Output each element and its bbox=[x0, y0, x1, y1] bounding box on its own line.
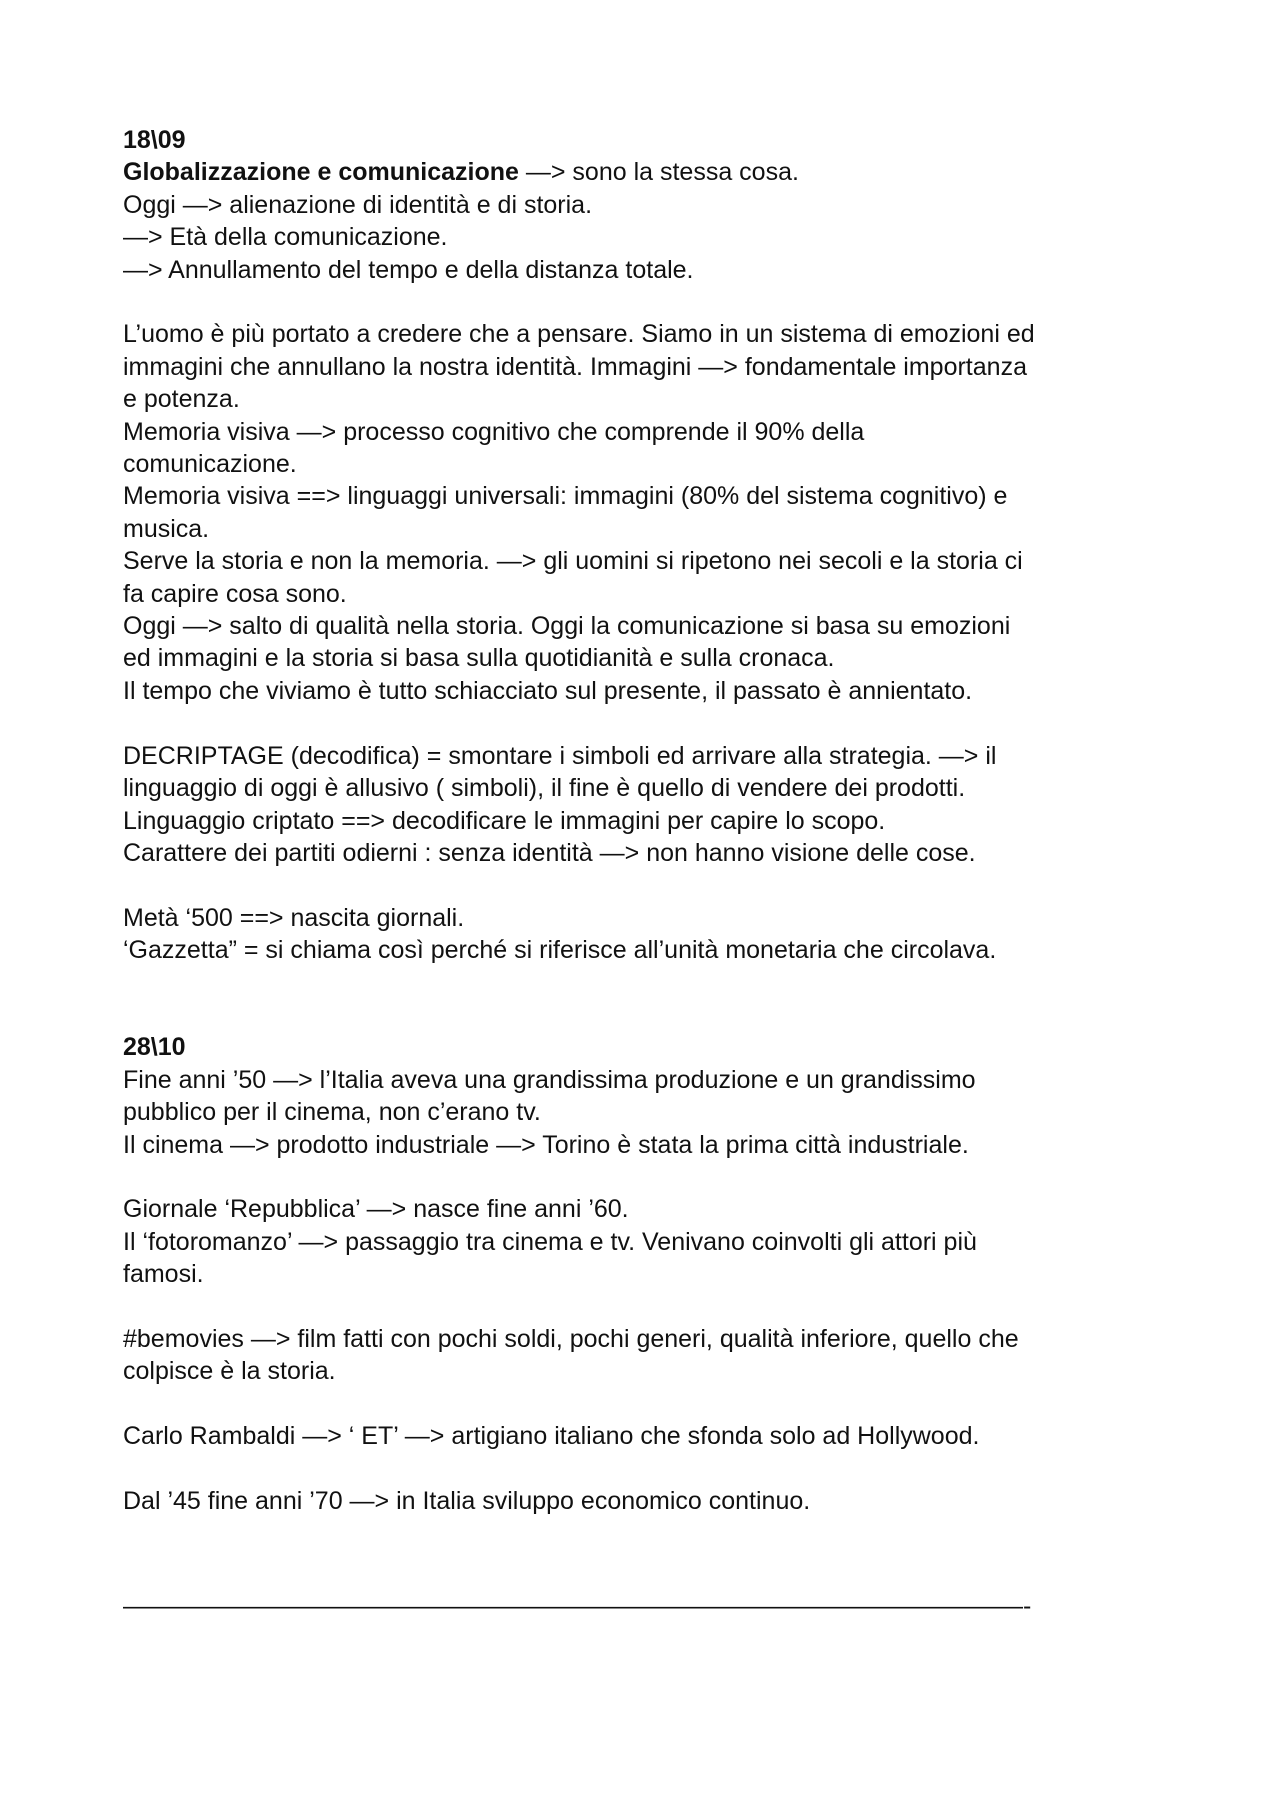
note-line: ed immagini e la storia si basa sulla quotidianità e sulla cronaca. bbox=[123, 644, 835, 673]
note-line: —> Annullamento del tempo e della distanza totale. bbox=[123, 255, 694, 284]
intro-rest: —> sono la stessa cosa. bbox=[518, 158, 799, 187]
note-line: Memoria visiva —> processo cognitivo che comprende il 90% della bbox=[123, 417, 865, 446]
note-line: Metà ‘500 ==> nascita giornali. bbox=[123, 903, 465, 932]
note-line: Dal ’45 fine anni ’70 —> in Italia sviluppo economico continuo. bbox=[123, 1486, 811, 1515]
paragraph-gap bbox=[123, 1388, 1183, 1420]
note-line: comunicazione. bbox=[123, 450, 297, 479]
note-line: ‘Gazzetta” = si chiama così perché si riferisce all’unità monetaria che circolava. bbox=[123, 936, 997, 965]
section-gap bbox=[123, 967, 1183, 1032]
note-line: Carattere dei partiti odierni : senza identità —> non hanno visione delle cose. bbox=[123, 838, 976, 867]
note-line: Memoria visiva ==> linguaggi universali: immagini (80% del sistema cognitivo) e bbox=[123, 482, 1008, 511]
note-line: e potenza. bbox=[123, 385, 240, 414]
note-line: Linguaggio criptato ==> decodificare le immagini per capire lo scopo. bbox=[123, 806, 886, 835]
note-line: pubblico per il cinema, non c’erano tv. bbox=[123, 1098, 541, 1127]
note-line: immagini che annullano la nostra identità. Immagini —> fondamentale importanza bbox=[123, 352, 1027, 381]
note-line: Il tempo che viviamo è tutto schiacciato sul presente, il passato è annientato. bbox=[123, 676, 973, 705]
note-line: colpisce è la storia. bbox=[123, 1357, 336, 1386]
note-line: DECRIPTAGE (decodifica) = smontare i simboli ed arrivare alla strategia. —> il bbox=[123, 741, 997, 770]
note-line: Carlo Rambaldi —> ‘ ET’ —> artigiano italiano che sfonda solo ad Hollywood. bbox=[123, 1422, 980, 1451]
note-line: L’uomo è più portato a credere che a pensare. Siamo in un sistema di emozioni ed bbox=[123, 320, 1035, 349]
note-line: Giornale ‘Repubblica’ —> nasce fine anni ’60. bbox=[123, 1195, 629, 1224]
section-date-heading: 18\09 bbox=[123, 126, 186, 154]
intro-line bbox=[123, 156, 1183, 188]
note-line: Oggi —> alienazione di identità e di storia. bbox=[123, 190, 593, 219]
paragraph-gap bbox=[123, 1453, 1183, 1485]
note-line: famosi. bbox=[123, 1260, 204, 1289]
note-line: Serve la storia e non la memoria. —> gli uomini si ripetono nei secoli e la storia ci bbox=[123, 547, 1023, 576]
note-line: Oggi —> salto di qualità nella storia. Oggi la comunicazione si basa su emozioni bbox=[123, 612, 1011, 641]
note-line: Il ‘fotoromanzo’ —> passaggio tra cinema e tv. Venivano coinvolti gli attori più bbox=[123, 1227, 977, 1256]
note-line: musica. bbox=[123, 514, 210, 543]
paragraph-gap bbox=[123, 286, 1183, 318]
note-line: Fine anni ’50 —> l’Italia aveva una grandissima produzione e un grandissimo bbox=[123, 1065, 976, 1094]
note-line: #bemovies —> film fatti con pochi soldi, pochi generi, qualità inferiore, quello che bbox=[123, 1324, 1019, 1353]
paragraph-gap bbox=[123, 1291, 1183, 1323]
paragraph-gap bbox=[123, 869, 1183, 901]
document-page bbox=[123, 124, 1183, 1517]
paragraph-gap bbox=[123, 1161, 1183, 1193]
paragraph-gap bbox=[123, 707, 1183, 739]
separator-line: ————————————————————————————————————- bbox=[123, 1592, 1032, 1620]
note-line: fa capire cosa sono. bbox=[123, 579, 347, 608]
intro-bold-term: Globalizzazione e comunicazione bbox=[123, 158, 519, 187]
note-line: linguaggio di oggi è allusivo ( simboli), il fine è quello di vendere dei prodotti. bbox=[123, 774, 966, 803]
section-date-heading: 28\10 bbox=[123, 1033, 186, 1062]
note-line: —> Età della comunicazione. bbox=[123, 223, 448, 252]
note-line: Il cinema —> prodotto industriale —> Torino è stata la prima città industriale. bbox=[123, 1130, 969, 1159]
